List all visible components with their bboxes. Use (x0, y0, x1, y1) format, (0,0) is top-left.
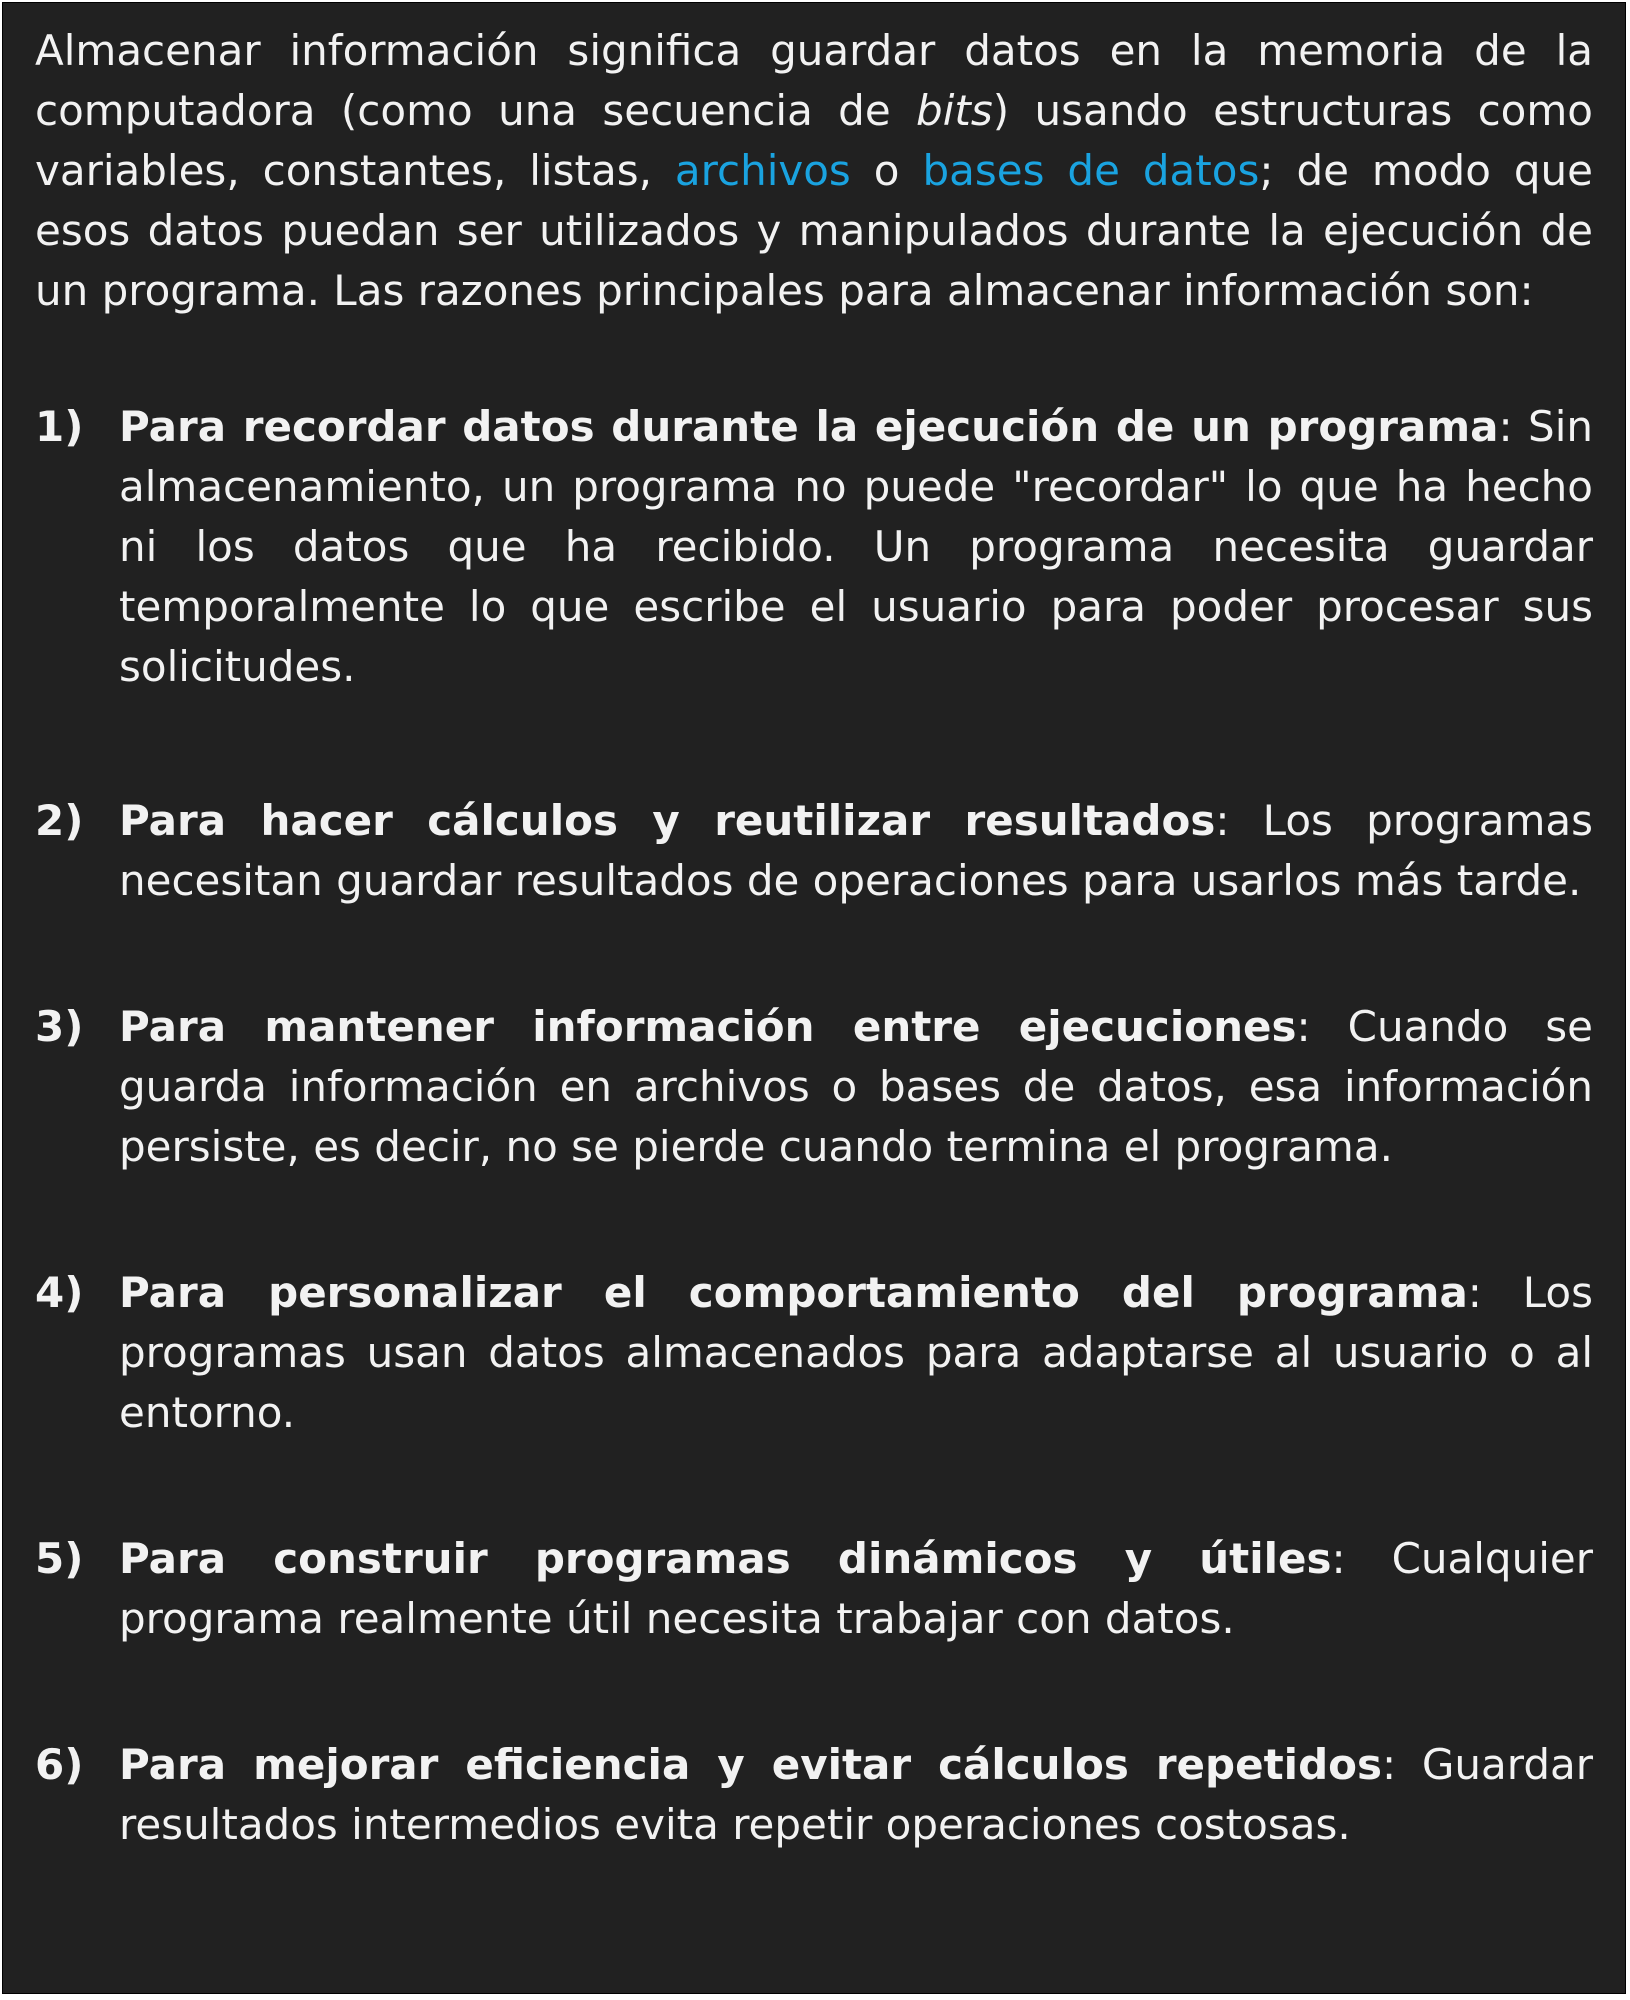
intro-paragraph (35, 21, 1593, 321)
item-title: Para personalizar el comportamiento del programa (119, 1268, 1468, 1317)
item-title: Para mejorar eficiencia y evitar cálculos repetidos (119, 1740, 1382, 1789)
reason-item-4 (35, 1263, 1593, 1443)
item-number: 4) (35, 1268, 84, 1317)
reason-item-1 (35, 397, 1593, 697)
reason-item-6 (35, 1735, 1593, 1855)
item-title: Para recordar datos durante la ejecución de un programa (119, 402, 1499, 451)
item-title: Para hacer cálculos y reutilizar resultados (119, 796, 1216, 845)
item-title: Para mantener información entre ejecuciones (119, 1002, 1297, 1051)
reason-item-5 (35, 1529, 1593, 1649)
item-text: : Guardar resultados intermedios evita repetir operaciones costosas. (119, 1740, 1593, 1849)
item-text: : Sin almacenamiento, un programa no puede "recordar" lo que ha hecho ni los datos que ha recibido. Un programa necesita guardar temporalmente lo que escribe el usuario para poder procesar sus solicitudes. (119, 402, 1593, 691)
intro-text-2: ) usando estructuras como variables, constantes, listas, (35, 86, 1593, 195)
intro-text-1: Almacenar información significa guardar datos en la memoria de la computadora (como una secuencia de (35, 26, 1593, 135)
item-number: 3) (35, 1002, 84, 1051)
item-number: 1) (35, 402, 84, 451)
item-title: Para construir programas dinámicos y útiles (119, 1534, 1332, 1583)
link-bases-de-datos[interactable]: bases de datos (922, 146, 1260, 195)
item-text: : Los programas usan datos almacenados para adaptarse al usuario o al entorno. (119, 1268, 1593, 1437)
item-number: 6) (35, 1740, 84, 1789)
item-text: : Los programas necesitan guardar resultados de operaciones para usarlos más tarde. (119, 796, 1593, 905)
reason-item-2 (35, 791, 1593, 911)
intro-bits-italic: bits (916, 86, 993, 135)
link-archivos[interactable]: archivos (674, 146, 851, 195)
item-text: : Cualquier programa realmente útil necesita trabajar con datos. (119, 1534, 1593, 1643)
item-text: : Cuando se guarda información en archivos o bases de datos, esa información persiste, es decir, no se pierde cuando termina el programa. (119, 1002, 1594, 1171)
intro-text-3: o (850, 146, 923, 195)
item-number: 5) (35, 1534, 84, 1583)
intro-text-4: ; de modo que esos datos puedan ser utilizados y manipulados durante la ejecución de un programa. Las razones principales para almacenar información son: (35, 146, 1593, 315)
reason-item-3 (35, 997, 1593, 1177)
document-panel (2, 2, 1626, 1994)
item-number: 2) (35, 796, 84, 845)
reasons-list (35, 397, 1593, 1855)
